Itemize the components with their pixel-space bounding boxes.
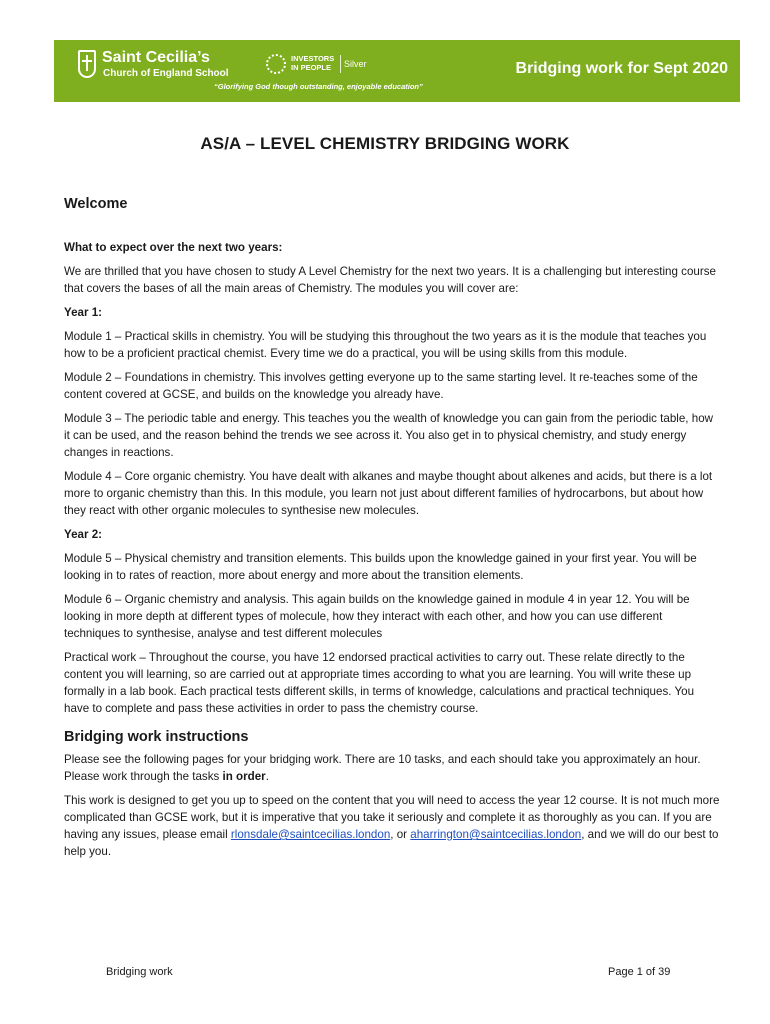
instructions-p2-text: This work is designed to get you up to speed on the content that you will need to access the year 12 course. It is not much more complicated than GCSE work, but it is imperative that you take it seriously and complete it as thoroughly as you can. If you are having any issues, please email xyxy=(64,794,720,841)
year1-label: Year 1: xyxy=(64,306,103,319)
investors-in-people-logo xyxy=(291,54,334,72)
header-banner xyxy=(54,40,740,102)
email-link-rlonsdale[interactable]: rlonsdale@saintcecilias.london xyxy=(230,828,391,841)
year2-label: Year 2: xyxy=(64,528,103,541)
module2-paragraph: Module 2 – Foundations in chemistry. This involves getting everyone up to the same starting level. It re-teaches some of the content covered at GCSE, and builds on the knowledge you already have. xyxy=(64,371,698,401)
module4-paragraph: Module 4 – Core organic chemistry. You have dealt with alkanes and maybe thought about alkenes and acids, but there is a lot more to organic chemistry than this. In this module, you learn not just about different families of hydrocarbons, but about how they react with other organic molecules to synthesise new molecules. xyxy=(64,470,713,517)
instructions-paragraph-1 xyxy=(64,751,720,785)
investors-in-people-icon xyxy=(266,54,286,74)
school-subtitle: Church of England School xyxy=(103,68,229,79)
school-motto: “Glorifying God though outstanding, enjoyable education” xyxy=(214,82,423,91)
banner-title: Bridging work for Sept 2020 xyxy=(515,60,728,77)
document-body xyxy=(64,194,720,867)
footer-label: Bridging work xyxy=(106,966,173,978)
iip-divider xyxy=(340,55,341,73)
instructions-paragraph-2 xyxy=(64,792,720,860)
iip-line1: INVESTORS xyxy=(291,54,335,63)
module3-paragraph: Module 3 – The periodic table and energy. This teaches you the wealth of knowledge you can gain from the periodic table, how it can be used, and the reason behind the trends we see across it. You also get in to physical chemistry, and study energy changes in reactions. xyxy=(64,412,714,459)
practical-paragraph: Practical work – Throughout the course, you have 12 endorsed practical activities to carry out. These relate directly to the content you will learning, so are carried out at appropriate times according to what you are learning. You will write these up formally in a lab book. Each practical tests different skills, in terms of knowledge, calculations and practical techniques. You have to complete and pass these activities in order to pass the chemistry course. xyxy=(64,651,695,715)
instructions-p1-end: . xyxy=(265,770,269,783)
school-crest-icon xyxy=(78,50,96,78)
in-order-emphasis: in order xyxy=(222,770,266,783)
module1-paragraph: Module 1 – Practical skills in chemistry. You will be studying this throughout the two years as it is the module that teaches you how to be a proficient practical chemist. Every time we do a practical, you will be using skills from this module. xyxy=(64,330,707,360)
expect-heading: What to expect over the next two years: xyxy=(64,241,283,254)
intro-paragraph: We are thrilled that you have chosen to study A Level Chemistry for the next two years. It is a challenging but interesting course that covers the bases of all the main areas of Chemistry. The modules you will cover are: xyxy=(64,265,716,295)
instructions-p1-text: Please see the following pages for your bridging work. There are 10 tasks, and each should take you approximately an hour. Please work through the tasks xyxy=(64,753,701,783)
instructions-p2-mid: , or xyxy=(390,828,411,841)
email-link-aharrington[interactable]: aharrington@saintcecilias.london xyxy=(410,828,582,841)
iip-level: Silver xyxy=(344,59,367,69)
module5-paragraph: Module 5 – Physical chemistry and transition elements. This builds upon the knowledge gained in your first year. You will be looking in to rates of reaction, more about energy and more about the transition elements. xyxy=(64,552,697,582)
document-title: AS/A – LEVEL CHEMISTRY BRIDGING WORK xyxy=(200,134,570,153)
instructions-heading: Bridging work instructions xyxy=(64,729,249,745)
iip-line2: IN PEOPLE xyxy=(291,63,332,72)
page-number: Page 1 of 39 xyxy=(608,966,671,978)
module6-paragraph: Module 6 – Organic chemistry and analysis. This again builds on the knowledge gained in module 4 in year 12. You will be looking in more depth at different types of molecule, how they interact with each other, and how you can use different techniques to synthesise, analyse and test different molecules xyxy=(64,593,690,640)
instructions-p2-end: , and we will do our best to help you. xyxy=(64,828,719,858)
welcome-heading: Welcome xyxy=(64,196,128,212)
school-name: Saint Cecilia’s xyxy=(102,49,210,66)
